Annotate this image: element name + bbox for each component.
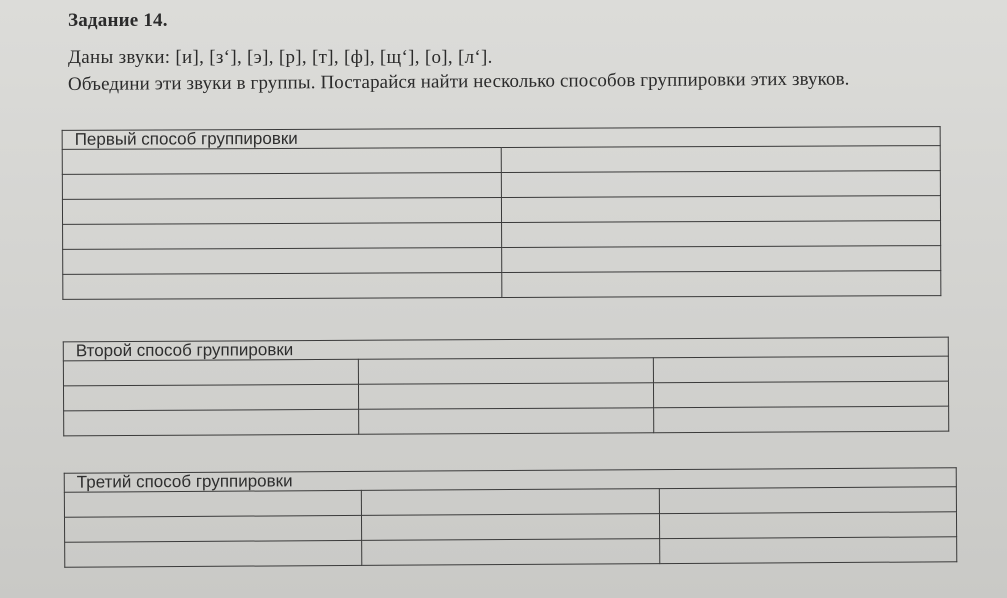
- table-cell[interactable]: [63, 272, 502, 299]
- table-cell[interactable]: [659, 512, 956, 539]
- table-row: [62, 196, 940, 225]
- table-row: [64, 406, 949, 436]
- table-cell[interactable]: [362, 489, 659, 516]
- table-cell[interactable]: [358, 358, 653, 385]
- table-cell[interactable]: [65, 540, 362, 567]
- table-cell[interactable]: [659, 537, 956, 564]
- grouping-grid: [63, 356, 949, 437]
- table-cell[interactable]: [64, 515, 361, 542]
- table-row: [65, 537, 957, 567]
- table-cell[interactable]: [62, 173, 501, 200]
- grouping-grid: [64, 486, 957, 567]
- table-row: [62, 171, 940, 200]
- table-cell[interactable]: [654, 406, 949, 433]
- table-row: [63, 221, 941, 250]
- grouping-grid: [62, 145, 942, 300]
- table-cell[interactable]: [64, 490, 361, 517]
- table-cell[interactable]: [63, 222, 502, 249]
- task-instruction: Объедини эти звуки в группы. Постарайся найти несколько способов группировки этих звуков.: [67, 68, 850, 95]
- table-cell[interactable]: [653, 356, 948, 383]
- grouping-table-title: Второй способ группировки: [75, 340, 294, 361]
- task-title: Задание 14.: [68, 10, 168, 31]
- table-cell[interactable]: [659, 487, 956, 514]
- table-row: [63, 246, 941, 275]
- sounds-list: Даны звуки: [и], [з‘], [э], [р], [т], [ф], [щ‘], [о], [л‘].: [68, 47, 493, 68]
- table-cell[interactable]: [64, 409, 359, 436]
- table-cell[interactable]: [653, 381, 948, 408]
- grouping-table-second: [63, 337, 949, 437]
- table-row: [63, 271, 941, 300]
- table-cell[interactable]: [501, 171, 940, 198]
- table-cell[interactable]: [502, 271, 941, 298]
- table-cell[interactable]: [62, 148, 501, 175]
- table-cell[interactable]: [501, 196, 940, 223]
- table-cell[interactable]: [502, 246, 941, 273]
- table-cell[interactable]: [62, 198, 501, 225]
- table-cell[interactable]: [362, 514, 659, 541]
- grouping-table-first: [62, 126, 942, 300]
- table-row: [62, 146, 940, 175]
- table-cell[interactable]: [63, 359, 358, 386]
- table-cell[interactable]: [63, 247, 502, 274]
- table-cell[interactable]: [359, 408, 654, 435]
- table-cell[interactable]: [63, 384, 358, 411]
- table-cell[interactable]: [502, 221, 941, 248]
- table-cell[interactable]: [501, 146, 940, 173]
- grouping-table-third: [64, 467, 958, 567]
- table-cell[interactable]: [358, 383, 653, 410]
- grouping-table-title: Третий способ группировки: [76, 471, 293, 492]
- grouping-table-title: Первый способ группировки: [74, 128, 298, 149]
- table-cell[interactable]: [362, 539, 659, 566]
